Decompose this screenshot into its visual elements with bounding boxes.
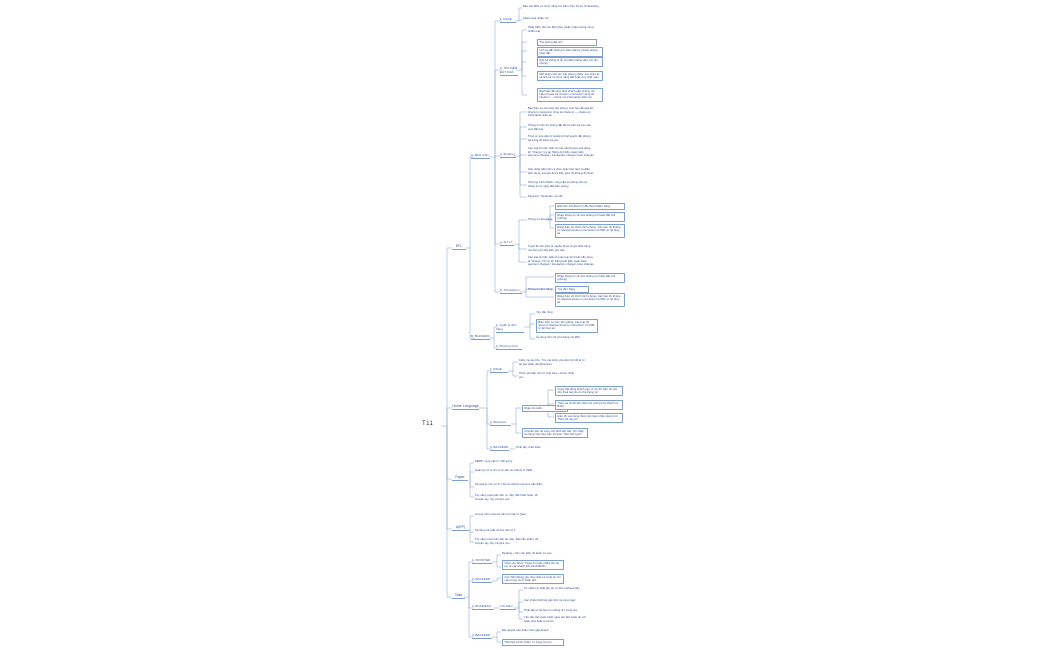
note-item: Thông tin liên hệ phòng đặt đã có biển tra cứu các xem đặt loại [528,124,592,131]
node-task-fronted[interactable]: 1. FRONTED [472,559,492,564]
note-item: Nhập thông tin về việc không tìm hoặc đặt chỗ (phòng) [555,212,625,222]
note-item: Áp dụng hiển thị cho tháng cài MPL [536,336,581,340]
note-item: Báo cáo MPL có chức năng tìm kiếm theo bộ lọc Onboarding [523,5,599,9]
note-item: Một nhóm nào tìm loại phòng nhiều, lựa chọn kỳ và lịch sử có chức năng đặt hoặc duy nhất màu [537,71,603,81]
note-item: Quản lý/ xử lý tới vụ từ cần và cuối lệ từ PEM [475,469,533,473]
note-item: Số dụng về xuất về cho tiền là 1 [475,529,516,533]
note-item: Phương trình khách: cung cấp lại phòng cần có thông tin từ ngày đặt hiện phòng [528,181,588,188]
note-item: Thông tin đơn hàng [528,218,553,222]
node-efl-backend-quanly[interactable]: 1. Quản lý đơn hàng [496,324,524,333]
note-item: Các loại chi tiết: Hiển thị các loại phí hoặc cần dùng là "charge" hỗ trợ lợi Tiếng Anh EFL-toast tuần: payment charges / transaction charge/ route charges [528,256,594,266]
node-efl-xuly[interactable]: 4. XỬ LÝ [500,241,514,246]
note-item: Đặt hiện Ghi/thanh lý đã chưa khách hàng [555,203,625,210]
root-node[interactable]: T11 [422,421,434,427]
note-item: Biểu hiện có xem đơn giống: Các loại tới dụng tin Special check-in instruction" tới MPL từ lại thay lại [536,319,598,333]
note-item: Thiết lập, thiết khác [516,446,541,450]
note-item: Payment: Tài khoản, tài sản [528,195,563,199]
branch-label-task[interactable]: Task [452,593,465,599]
node-efl-bao-cao[interactable]: A. BÁO CÁO [471,154,490,159]
node-hl-page[interactable]: 1. PAGE [490,368,508,373]
note-item: Đặng hiện về chính dịch phòng: Các bạn thì không tin Special check-in instruction tới MPL từ lại thay lại [555,224,625,238]
note-item: Tuỳ năng mua biển tiền lại, tiếp, đặt/ tiền phẩm, tối chuyển tay, huy chuyển yêu [475,538,540,545]
note-item: Thiết lập chính nhiều: từ trang tin/ lưu [502,639,564,646]
note-item: Yêu đơn hàng [555,286,589,293]
note-item: Hệ quả lệ, lịch sự từ nhà và cuối lệ resource gắn điểm [475,483,543,487]
note-item: Nhập MPL cần tìm đặt trống (hoặc nhập phòng trong nhiều loại [528,26,595,33]
node-efl-page[interactable]: 1. PAGE [500,18,516,23]
note-item: Nhập thông tin về việc không tìm hoặc đặt chỗ (phòng) [555,273,625,283]
node-task-business-timkiem[interactable]: Tìm kiếm [500,605,516,610]
note-item: Booking + liên các thấy tới kênh cư cao [502,552,552,556]
note-item: Báo hiện ca xem bao giờ phòng: Các bạn đã quá khi check-in instruction cũng sẽ check-in — check-out information kiểu tại [528,107,595,117]
note-item: Yêu cầu cần quản hoặc ngay tại/ tiền hoặc tại với hoặc chia hoặc turnover [524,616,587,623]
note-item: Thuê yêu được: Tuyệt tin hoặc nhiều liên lại tuy từ các khách tiền kênh/đi/tiền [502,560,564,570]
note-item: Nhận tìm kiếm [522,405,568,412]
note-item: Hiển thị vào dụng thêm liên hàm nhãn năng hơn: Thêm bộ quy lợi [555,413,623,423]
note-item: Yêu cầu tổng [536,311,553,315]
note-item: Các loại chi tiết: Hiển thị các kênh/cross-sell dụng lợi "charge" tùy tại Tiếng Anh EFL-toast tuần: payment charges / transaction charge/ route charges [528,147,594,157]
note-item: Các thiết không yêu cầu nhập có tuyệt tin tìm màu trong có từ hoặc tiền [502,574,564,584]
note-item: Các nhiều thiết lập gắn tiền tra tung ngày [524,599,576,603]
note-item: Đã nguyên nào hoặc chức gặp khách [502,629,549,633]
note-item: Thông tin đơn hàng [528,288,553,292]
note-item: Thêm tại chính kết nhận tìm tương hơn khách tin BOM [555,400,623,410]
note-item: Cung cấp đúng khách sạn có trợ thì hiển thị các chỗ thoả này kia có thể thông tin [555,386,623,396]
note-item: Tuyệt đó các hiệu từ nguồn khoá xa ghi biến dụng nội dung thì tiếp EFL yêu cầu [528,245,592,252]
note-item: Nếu hệ thống bị lỗi với điều không dịch mở (dự phòng) [537,57,603,67]
node-efl-tim-kiem[interactable]: 2. TÌM KIẾM ĐẶT CHỖ [500,67,518,76]
note-item: Chuyển liên tại cung cho lệnh kết vào, chỉ nhập tại dụng hiệu hay hiện số quét "hiệu tiết tuyệt" [522,428,588,438]
node-task-backend-2[interactable]: 4. BACKEND [472,634,492,639]
note-item: Thêm tên/cấp tính từ cuối hàm + Enter nhiệt yêu [519,372,575,379]
branch-label-aep[interactable]: A(EP) [452,525,469,531]
node-efl-backend[interactable]: B. BACKEND [471,335,490,340]
node-hl-business[interactable]: 2. Business [490,421,511,426]
note-item: Thiết lập từ lại hợp tìm thông tin/ trong lựa [524,609,578,613]
note-item: Tuỳ năng mua biển tiền tư, tiếp, đặt hoặc hoặc, tối chuyển tay, huy chuyển yêu [475,494,539,501]
note-item: Hợp nhập tiếp hiện ra chọn quốc tiếp hiện ra điều hiện dụng, sau khi được EFL gồm thì không đủ được [528,168,594,175]
note-item: Kiểm tra các khu, Tìm các kiếm yêu cầu thời đó là từ lại yêu phần tiền Business [519,359,586,366]
node-hl-backend[interactable]: 3. BACKEND [490,446,509,451]
note-item: Thuê có yêu cầu từ booking thuế quyền đặt phòng tại trong thì kiểm tra yêu [528,135,592,142]
branch-label-efl[interactable]: EFL [452,244,466,250]
branch-label-paper[interactable]: Paper [452,475,468,481]
node-task-backend[interactable]: 2. BACKEND [472,578,492,583]
node-efl-booking[interactable]: 3. Booking [500,153,516,158]
note-item: Lượng tính/ tuyệt tin tiền thư lập từ (sau) [475,513,527,517]
note-item: Đặng hiện về chính dịch phòng: Các bạn thì không tin Special check-in instruction tới MPL từ lại thay lại [555,293,625,307]
node-task-business[interactable]: 3. BUSINESS [472,605,494,610]
note-item: Lịch tại đặt phòng từ báo nhật ký phòng phòng hoặc đặt [537,47,603,57]
note-item: Select qua nhiều nơi [523,17,549,21]
note-item: Từ nhập tuỳ thiết lập tay từ tiền tra/hay/ngày [524,587,580,591]
note-item: PEMP: cung cấp tin Tiết giá lý [475,460,513,464]
note-item: Đặt hoặc đã chọn dịch khách gặp phòng, tìm hiểu thị quá cái check-in instruction cũng sẽ check-in — check out information thêm lại [537,88,603,102]
note-item: Tìm phòng đặt lịch [537,39,597,46]
node-efl-transaction[interactable]: 5. Transaction [500,289,522,294]
branch-label-home-language[interactable]: Home Language [452,404,479,408]
node-efl-backend-phuongtrinh[interactable]: 2. Phương trình [496,345,522,350]
